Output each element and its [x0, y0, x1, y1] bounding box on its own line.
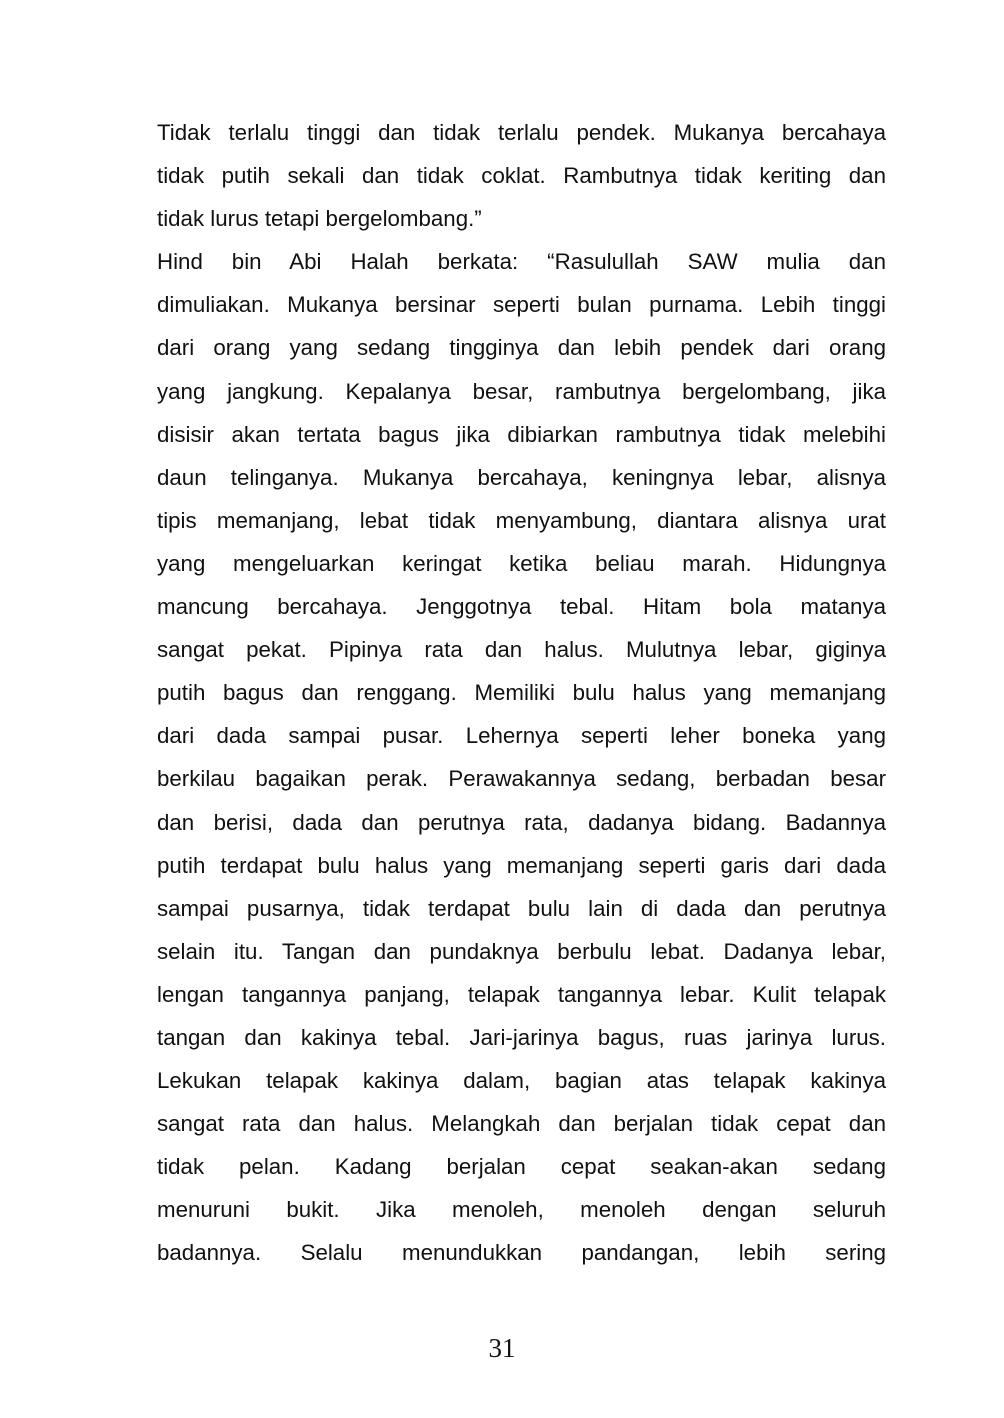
- text-line: lengan tangannya panjang, telapak tangannya lebar. Kulit telapak: [157, 981, 886, 1007]
- body-text: [157, 111, 886, 1275]
- text-line: tangan dan kakinya tebal. Jari-jarinya bagus, ruas jarinya lurus.: [157, 1024, 886, 1050]
- text-line: putih terdapat bulu halus yang memanjang seperti garis dari dada: [157, 852, 886, 878]
- text-line: yang mengeluarkan keringat ketika beliau marah. Hidungnya: [157, 550, 886, 576]
- text-line: menuruni bukit. Jika menoleh, menoleh dengan seluruh: [157, 1197, 886, 1223]
- text-line: tidak lurus tetapi bergelombang.”: [157, 206, 482, 232]
- text-line: tidak pelan. Kadang berjalan cepat seakan-akan sedang: [157, 1154, 886, 1180]
- text-line: berkilau bagaikan perak. Perawakannya sedang, berbadan besar: [157, 766, 886, 792]
- page-number: 31: [488, 1333, 516, 1363]
- text-line: sangat pekat. Pipinya rata dan halus. Mulutnya lebar, giginya: [157, 637, 886, 663]
- text-line: tipis memanjang, lebat tidak menyambung, diantara alisnya urat: [157, 507, 886, 533]
- text-line: dari dada sampai pusar. Lehernya seperti leher boneka yang: [157, 723, 886, 749]
- text-line: badannya. Selalu menundukkan pandangan, lebih sering: [157, 1240, 886, 1266]
- text-line: tidak putih sekali dan tidak coklat. Rambutnya tidak keriting dan: [157, 163, 886, 189]
- text-line: Hind bin Abi Halah berkata: “Rasulullah SAW mulia dan: [157, 249, 886, 275]
- text-line: mancung bercahaya. Jenggotnya tebal. Hitam bola matanya: [157, 594, 886, 620]
- text-line: dimuliakan. Mukanya bersinar seperti bulan purnama. Lebih tinggi: [157, 292, 886, 318]
- text-line: dan berisi, dada dan perutnya rata, dadanya bidang. Badannya: [157, 809, 886, 835]
- text-line: dari orang yang sedang tingginya dan lebih pendek dari orang: [157, 335, 886, 361]
- text-line: sampai pusarnya, tidak terdapat bulu lain di dada dan perutnya: [157, 895, 886, 921]
- text-line: Tidak terlalu tinggi dan tidak terlalu pendek. Mukanya bercahaya: [157, 120, 886, 145]
- text-line: disisir akan tertata bagus jika dibiarkan rambutnya tidak melebihi: [157, 421, 886, 447]
- text-line: sangat rata dan halus. Melangkah dan berjalan tidak cepat dan: [157, 1111, 886, 1137]
- text-line: Lekukan telapak kakinya dalam, bagian atas telapak kakinya: [157, 1068, 886, 1094]
- text-line: putih bagus dan renggang. Memiliki bulu halus yang memanjang: [157, 680, 886, 706]
- text-line: selain itu. Tangan dan pundaknya berbulu lebat. Dadanya lebar,: [157, 938, 886, 964]
- text-line: yang jangkung. Kepalanya besar, rambutnya bergelombang, jika: [157, 378, 886, 404]
- text-line: daun telinganya. Mukanya bercahaya, keningnya lebar, alisnya: [157, 464, 886, 490]
